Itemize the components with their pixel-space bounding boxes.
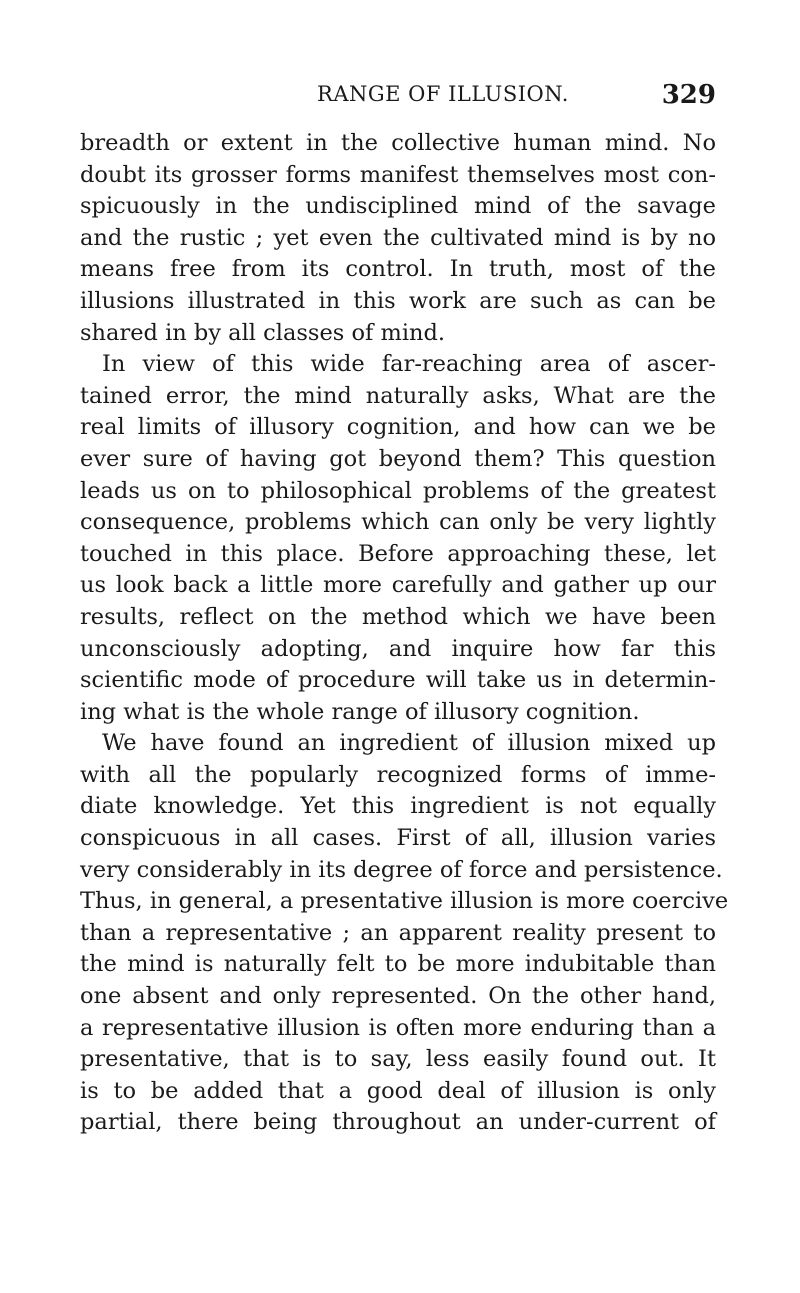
text-line: leads us on to philosophical problems of the greatest xyxy=(80,477,716,504)
text-line: presentative, that is to say, less easily found out. It xyxy=(80,1046,716,1073)
text-line: is to be added that a good deal of illusion is only xyxy=(80,1077,716,1104)
running-title: RANGE OF ILLUSION. xyxy=(317,82,569,106)
text-line: spicuously in the undisciplined mind of the savage xyxy=(80,193,716,220)
text-line: tained error, the mind naturally asks, What are the xyxy=(80,382,716,409)
text-line: consequence, problems which can only be very lightly xyxy=(80,509,716,536)
text-line: real limits of illusory cognition, and how can we be xyxy=(80,414,716,441)
text-line: diate knowledge. Yet this ingredient is not equally xyxy=(80,793,716,820)
text-line: touched in this place. Before approaching these, let xyxy=(80,540,716,567)
text-line: partial, there being throughout an under-current of xyxy=(80,1109,716,1136)
body-text xyxy=(80,128,729,1139)
text-line: the mind is naturally felt to be more indubitable than xyxy=(80,951,716,978)
text-line: We have found an ingredient of illusion mixed up xyxy=(102,730,716,757)
text-line: than a representative ; an apparent reality present to xyxy=(80,919,716,946)
text-line: scientific mode of procedure will take us in determin- xyxy=(80,667,716,694)
text-line: shared in by all classes of mind. xyxy=(80,319,446,346)
text-line: with all the popularly recognized forms of imme- xyxy=(80,761,716,788)
text-line: ever sure of having got beyond them? This question xyxy=(80,445,716,472)
text-line: a representative illusion is often more enduring than a xyxy=(80,1014,716,1041)
text-line: illusions illustrated in this work are such as can be xyxy=(80,287,716,314)
text-line: breadth or extent in the collective human mind. No xyxy=(80,130,716,156)
page-number: 329 xyxy=(661,80,716,110)
running-head xyxy=(80,82,716,112)
text-line: In view of this wide far-reaching area of ascer- xyxy=(102,351,716,378)
text-line: very considerably in its degree of force and persistence. xyxy=(80,856,723,883)
text-line: results, reflect on the method which we have been xyxy=(80,603,716,630)
text-line: one absent and only represented. On the other hand, xyxy=(80,983,716,1010)
text-line: Thus, in general, a presentative illusion is more coercive xyxy=(80,888,729,915)
text-line: conspicuous in all cases. First of all, illusion varies xyxy=(80,825,716,852)
text-line: ing what is the whole range of illusory cognition. xyxy=(80,698,640,725)
text-line: us look back a little more carefully and gather up our xyxy=(80,572,716,599)
text-line: and the rustic ; yet even the cultivated mind is by no xyxy=(80,224,716,251)
text-line: unconsciously adopting, and inquire how far this xyxy=(80,635,716,662)
text-line: doubt its grosser forms manifest themselves most con- xyxy=(80,161,716,188)
text-line: means free from its control. In truth, most of the xyxy=(80,256,716,283)
